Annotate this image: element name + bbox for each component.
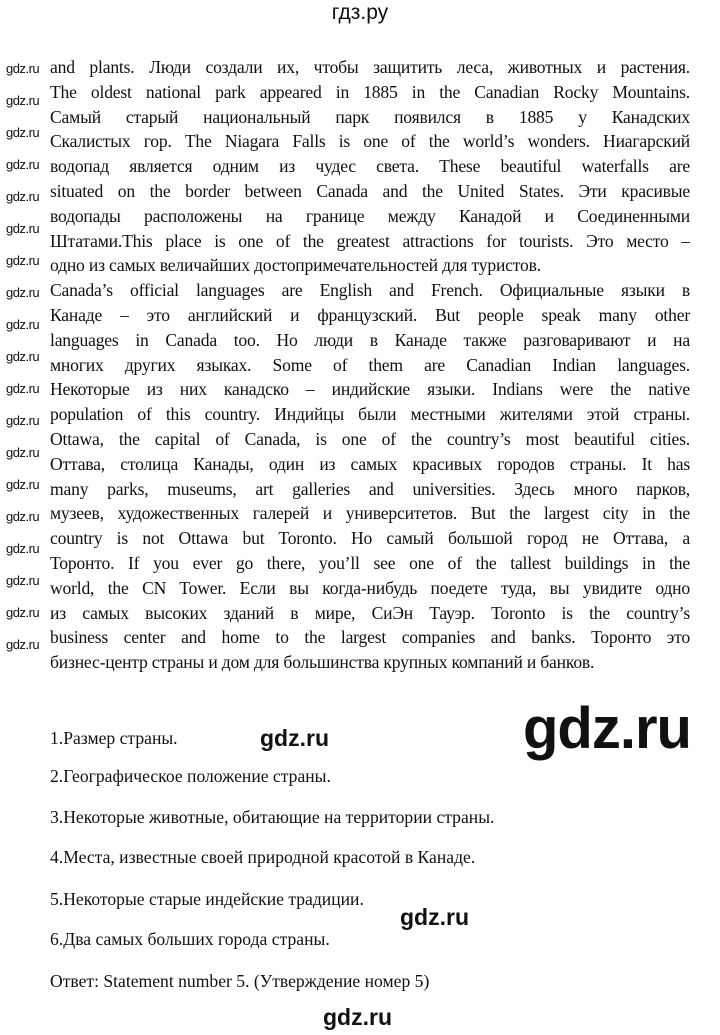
answer-text: Ответ: Statement number 5. (Утверждение номер 5) — [50, 971, 430, 991]
text-line: Canada’s official languages are English and French. Официальные языки в — [50, 280, 690, 301]
watermark: gdz.ru — [6, 93, 40, 108]
footer-watermark: gdz.ru — [323, 1004, 392, 1030]
text-line: business center and home to the largest companies and banks. Торонто это — [50, 627, 690, 648]
list-item: 2.Географическое положение страны. — [50, 766, 331, 786]
text-line: languages in Canada too. Но люди в Канаде также разговаривают и на — [50, 329, 690, 350]
watermark: gdz.ru — [6, 253, 40, 268]
watermark: gdz.ru — [6, 637, 40, 652]
list-item: 4.Места, известные своей природной красотой в Канаде. — [50, 847, 476, 867]
text-line: бизнес-центр страны и дом для большинства крупных компаний и банков. — [50, 652, 595, 673]
watermark: gdz.ru — [6, 413, 40, 428]
watermark: gdz.ru — [6, 477, 40, 492]
text-line: Канаде – это английский и французский. But people speak many other — [50, 304, 690, 325]
watermark: gdz.ru — [6, 381, 40, 396]
text-line: музеев, художественных галерей и университетов. But the largest city in the — [50, 503, 690, 524]
list-item: 5.Некоторые старые индейские традиции. — [50, 889, 364, 909]
site-header-title: гдз.ру — [331, 1, 389, 24]
list-item: 1.Размер страны. — [50, 728, 178, 748]
paragraph-text — [50, 55, 690, 675]
text-line: многих других языках. Some of them are Canadian Indian languages. — [50, 354, 690, 375]
watermark: gdz.ru — [6, 541, 40, 556]
watermark: gdz.ru — [260, 725, 329, 751]
text-line: Скалистых гор. The Niagara Falls is one of the world’s wonders. Ниагарский — [50, 131, 690, 152]
watermark: gdz.ru — [400, 904, 469, 930]
text-line: Торонто. If you ever go there, you’ll see one of the tallest buildings in the — [50, 552, 690, 573]
watermark: gdz.ru — [6, 157, 40, 172]
text-line: Некоторые из них канадско – индийские языки. Indians were the native — [50, 379, 690, 400]
watermark: gdz.ru — [6, 445, 40, 460]
text-line: many parks, museums, art galleries and universities. Здесь много парков, — [50, 478, 690, 499]
watermark: gdz.ru — [6, 285, 40, 300]
watermark: gdz.ru — [6, 509, 40, 524]
text-line: из самых высоких зданий в мире, СиЭн Тауэр. Toronto is the country’s — [50, 602, 690, 623]
text-line: The oldest national park appeared in 1885 in the Canadian Rocky Mountains. — [50, 81, 690, 102]
text-line: Ottawa, the capital of Canada, is one of the country’s most beautiful cities. — [50, 428, 690, 449]
watermark: gdz.ru — [6, 349, 40, 364]
watermark: gdz.ru — [6, 125, 40, 140]
list-item: 6.Два самых больших города страны. — [50, 929, 330, 949]
text-line: водопады расположены на границе между Канадой и Соединенными — [50, 205, 690, 226]
watermark: gdz.ru — [6, 317, 40, 332]
text-line: одно из самых величайших достопримечательностей для туристов. — [50, 255, 541, 276]
text-line: Оттава, столица Канады, один из самых красивых городов страны. It has — [50, 453, 690, 474]
watermark: gdz.ru — [6, 61, 40, 76]
text-line: Самый старый национальный парк появился в 1885 у Канадских — [50, 106, 690, 127]
watermark: gdz.ru — [6, 189, 40, 204]
watermark: gdz.ru — [6, 605, 40, 620]
text-line: world, the CN Tower. Если вы когда-нибудь поедете туда, вы увидите одно — [50, 577, 690, 598]
watermark: gdz.ru — [6, 221, 40, 236]
text-line: country is not Ottawa but Toronto. Но самый большой город не Оттава, а — [50, 528, 690, 549]
text-line: Штатами.This place is one of the greatest attractions for tourists. Это место – — [50, 230, 690, 251]
text-line: situated on the border between Canada and the United States. Эти красивые — [50, 180, 690, 201]
text-line: водопад является одним из чудес света. These beautiful waterfalls are — [50, 156, 690, 177]
watermark-large: gdz.ru — [523, 696, 691, 761]
text-line: and plants. Люди создали их, чтобы защитить леса, животных и растения. — [50, 57, 690, 77]
watermark: gdz.ru — [6, 573, 40, 588]
text-line: population of this country. Индийцы были местными жителями этой страны. — [50, 404, 690, 425]
list-item: 3.Некоторые животные, обитающие на территории страны. — [50, 807, 495, 827]
